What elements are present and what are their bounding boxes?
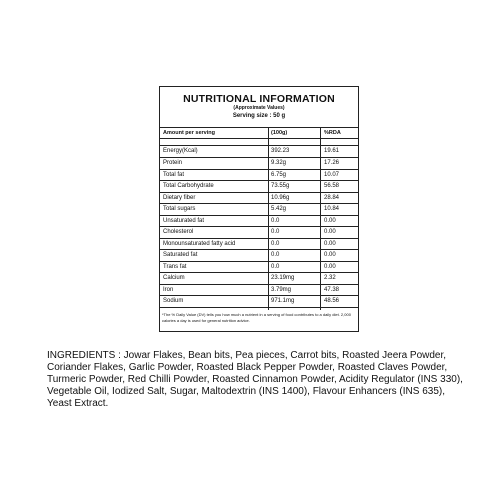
cell-value: 9.32g xyxy=(271,160,287,166)
table-row xyxy=(160,204,358,216)
ingredients-text: INGREDIENTS : Jowar Flakes, Bean bits, Pea pieces, Carrot bits, Roasted Jeera Powder, Coriander Flakes, Garlic Powder, Roasted Black Pepper Powder, Roasted Claves Powder, Turmeric Powder, Red Chilli Powder, Roasted Cinnamon Powder, Acidity Regulator (INS 330), Vegetable Oil, Iodized Salt, Sugar, Maltodextrin (INS 1400), Flavour Enhancers (INS 635), Yeast Extract. xyxy=(47,350,463,409)
header-per100: (100g) xyxy=(271,130,288,136)
cell-value: 10.96g xyxy=(271,194,290,201)
cell-name: Protein xyxy=(163,160,183,166)
cell-rda: 19.61 xyxy=(324,148,340,154)
table-row xyxy=(160,193,358,205)
table-row xyxy=(160,227,358,239)
cell-value: 392.23 xyxy=(271,148,290,154)
cell-value: 971.1mg xyxy=(271,298,295,304)
cell-value: 0.0 xyxy=(271,240,280,247)
serving-size: Serving size : 50 g xyxy=(232,113,286,119)
cell-name: Total sugars xyxy=(163,206,196,212)
cell-name: Total fat xyxy=(163,171,185,178)
cell-rda: 0.00 xyxy=(324,263,336,270)
cell-rda: 0.00 xyxy=(324,240,336,247)
cell-name: Total Carbohydrate xyxy=(163,183,214,189)
cell-rda: 10.07 xyxy=(324,171,340,178)
cell-rda: 47.38 xyxy=(324,286,340,293)
nutrition-title: NUTRITIONAL INFORMATION xyxy=(183,93,335,105)
table-row xyxy=(160,262,358,274)
cell-value: 3.79mg xyxy=(271,286,292,293)
cell-value: 6.75g xyxy=(271,171,287,178)
cell-name: Monounsaturated fatty acid xyxy=(163,240,236,247)
cell-value: 23.19mg xyxy=(271,275,295,281)
nutrition-subtitle: (Approximate Values) xyxy=(233,105,285,111)
cell-value: 73.55g xyxy=(271,183,290,189)
cell-name: Energy(Kcal) xyxy=(163,148,198,154)
header-amount: Amount per serving xyxy=(163,130,215,136)
table-row xyxy=(160,239,358,251)
cell-rda: 0.00 xyxy=(324,217,336,224)
nutrition-rows xyxy=(160,145,358,308)
cell-name: Trans fat xyxy=(163,263,187,270)
table-row xyxy=(160,158,358,170)
cell-name: Calcium xyxy=(163,275,185,281)
cell-rda: 56.58 xyxy=(324,183,340,189)
table-row xyxy=(160,250,358,262)
cell-name: Saturated fat xyxy=(163,252,198,258)
cell-value: 5.42g xyxy=(271,206,287,212)
cell-value: 0.0 xyxy=(271,229,280,235)
footnote: *The % Daily Value (DV) tells you how much a nutrient in a serving of food contributes to a daily diet. 2,000 calories a day is used for general nutrition advice. xyxy=(162,312,351,323)
cell-name: Cholesterol xyxy=(163,229,194,235)
cell-name: Iron xyxy=(163,286,174,293)
cell-rda: 0.00 xyxy=(324,229,336,235)
table-row xyxy=(160,170,358,182)
cell-rda: 10.84 xyxy=(324,206,340,212)
table-row xyxy=(160,273,358,285)
cell-value: 0.0 xyxy=(271,252,280,258)
cell-value: 0.0 xyxy=(271,217,280,224)
table-row xyxy=(160,296,358,308)
cell-name: Unsaturated fat xyxy=(163,217,205,224)
table-row xyxy=(160,285,358,297)
cell-name: Dietary fiber xyxy=(163,194,196,201)
cell-value: 0.0 xyxy=(271,263,280,270)
cell-rda: 2.32 xyxy=(324,275,336,281)
cell-rda: 28.84 xyxy=(324,194,340,201)
cell-name: Sodium xyxy=(163,298,184,304)
cell-rda: 48.56 xyxy=(324,298,340,304)
table-row xyxy=(160,181,358,193)
cell-rda: 17.26 xyxy=(324,160,340,166)
table-header xyxy=(160,127,358,139)
cell-rda: 0.00 xyxy=(324,252,336,258)
nutrition-panel xyxy=(159,86,359,332)
table-row xyxy=(160,145,358,158)
table-row xyxy=(160,216,358,228)
header-rda: %RDA xyxy=(324,130,341,136)
